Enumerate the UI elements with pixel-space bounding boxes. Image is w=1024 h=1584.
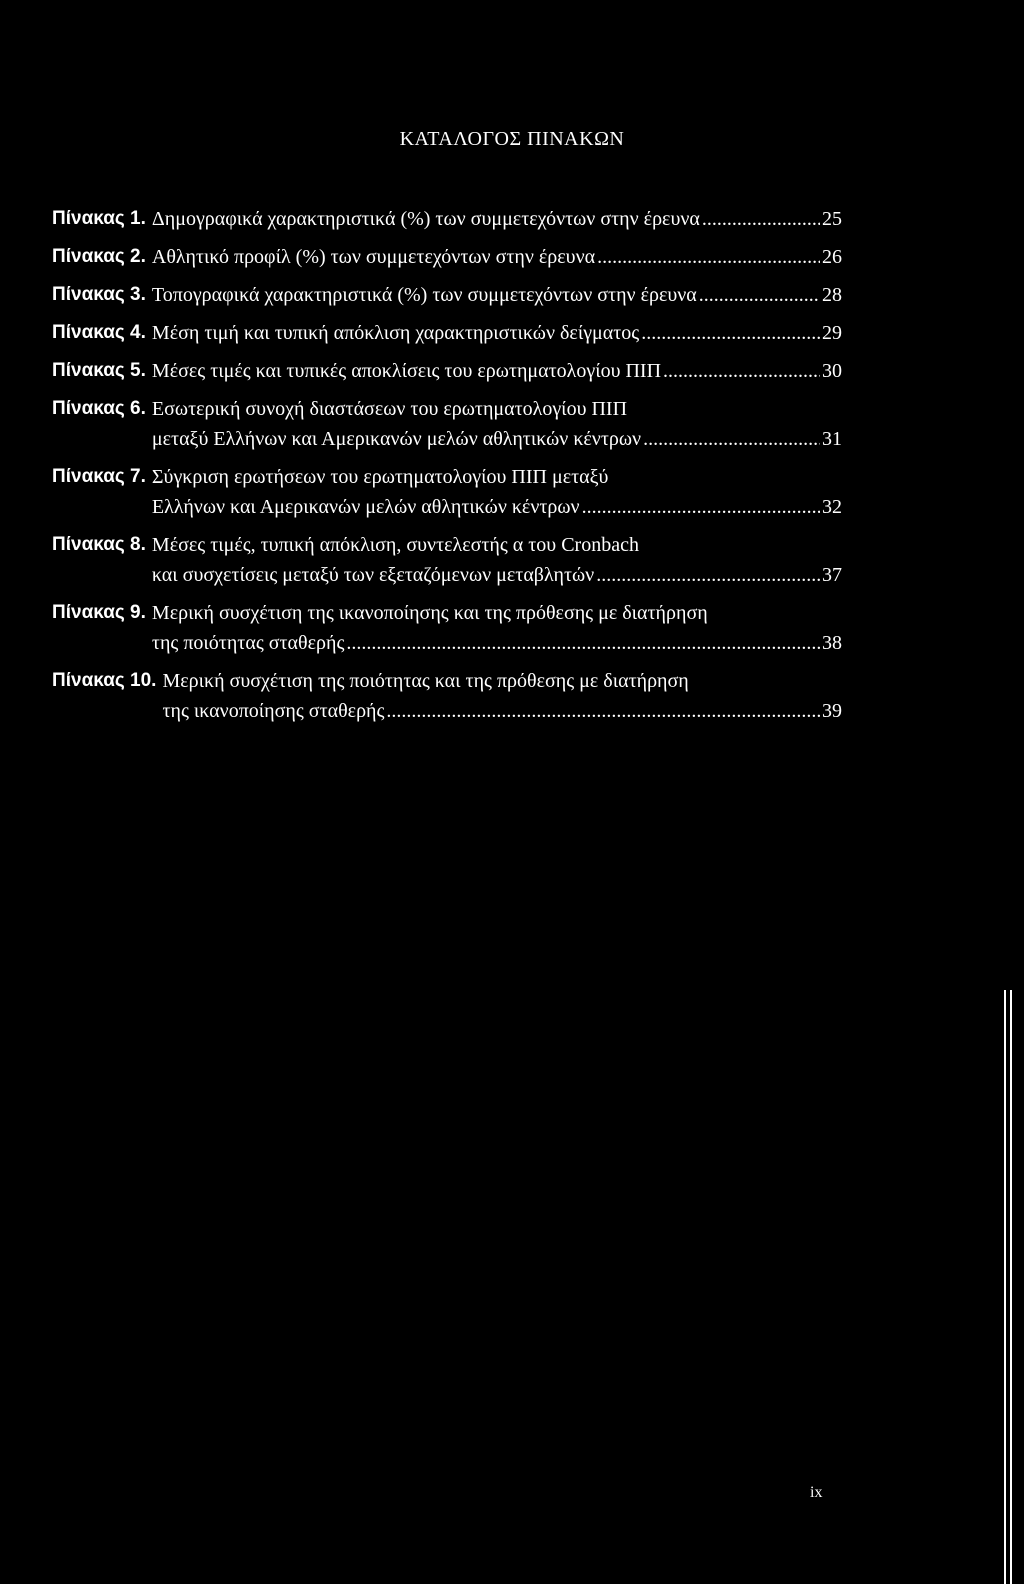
dot-leader [596, 560, 820, 590]
toc-entry-line [152, 242, 842, 272]
toc-entry-text: μεταξύ Ελλήνων και Αμερικανών μελών αθλητικών κέντρων [151, 428, 642, 450]
dot-leader [386, 696, 820, 726]
toc-entry-line [152, 204, 842, 234]
toc-entry-page: 32 [822, 496, 842, 518]
toc-entry-line [152, 280, 842, 310]
toc-entry-text: της ικανοποίησης σταθερής [162, 700, 385, 722]
page-number: ix [810, 1484, 823, 1501]
toc-entry-text: Αθλητικό προφίλ (%) των συμμετεχόντων στην έρευνα [151, 246, 596, 268]
toc-entry-body [152, 318, 842, 348]
toc-entry-label: Πίνακας 1. [52, 208, 146, 229]
toc-entry-body [152, 356, 842, 386]
dot-leader [346, 628, 820, 658]
dot-leader [582, 492, 820, 522]
toc-entry[interactable] [52, 666, 842, 726]
toc-entry-page: 39 [822, 700, 842, 722]
toc-entry-text: Μερική συσχέτιση της ποιότητας και της πρόθεσης με διατήρηση [162, 670, 689, 692]
toc-entry-page: 31 [822, 428, 842, 450]
toc-entry-text: Μέσες τιμές και τυπικές αποκλίσεις του ερωτηματολογίου ΠΙΠ [151, 360, 662, 382]
toc-entry-text: και συσχετίσεις μεταξύ των εξεταζόμενων μεταβλητών [151, 564, 595, 586]
toc-entry[interactable] [52, 242, 842, 272]
toc-entry-text: Μέσες τιμές, τυπική απόκλιση, συντελεστής α του Cronbach [151, 534, 639, 556]
page-title: ΚΑΤΑΛΟΓΟΣ ΠΙΝΑΚΩΝ [399, 128, 625, 150]
toc-entry-body [152, 530, 842, 590]
toc-entry-label: Πίνακας 2. [52, 246, 146, 267]
toc-entry-page: 38 [822, 632, 842, 654]
toc-entry[interactable] [52, 530, 842, 590]
toc-entry-line [152, 530, 842, 560]
toc-entry-line [152, 560, 842, 590]
toc-entry-body [152, 204, 842, 234]
toc-entry-line [152, 462, 842, 492]
toc-entry-text: Σύγκριση ερωτήσεων του ερωτηματολογίου ΠΙΠ μεταξύ [151, 466, 609, 488]
toc-entry-text: της ποιότητας σταθερής [151, 632, 345, 654]
toc-entry[interactable] [52, 462, 842, 522]
toc-entry-line [152, 424, 842, 454]
toc-entry-page: 29 [822, 322, 842, 344]
toc-entry-label: Πίνακας 6. [52, 398, 146, 419]
toc-entry-page: 28 [822, 284, 842, 306]
toc-entry[interactable] [52, 394, 842, 454]
toc-entry[interactable] [52, 598, 842, 658]
toc-entry-text: Εσωτερική συνοχή διαστάσεων του ερωτηματολογίου ΠΙΠ [151, 398, 628, 420]
toc-entry-body [152, 598, 842, 658]
toc-entry-text: Ελλήνων και Αμερικανών μελών αθλητικών κέντρων [151, 496, 580, 518]
toc-entry-page: 37 [822, 564, 842, 586]
toc-entry-text: Μέση τιμή και τυπική απόκλιση χαρακτηριστικών δείγματος [151, 322, 640, 344]
toc-entry-line [162, 696, 842, 726]
toc-entry-label: Πίνακας 10. [52, 670, 157, 691]
scan-edge-line [1010, 990, 1012, 1584]
toc-entry-label: Πίνακας 9. [52, 602, 146, 623]
toc-entry-text: Δημογραφικά χαρακτηριστικά (%) των συμμετεχόντων στην έρευνα [151, 208, 700, 230]
toc-entry-line [162, 666, 842, 696]
toc-entry-body [152, 394, 842, 454]
dot-leader [663, 356, 820, 386]
toc-entry[interactable] [52, 318, 842, 348]
table-of-contents [52, 204, 842, 734]
dot-leader [641, 318, 820, 348]
toc-entry-line [152, 492, 842, 522]
toc-entry-line [152, 356, 842, 386]
dot-leader [699, 280, 820, 310]
toc-entry-body [162, 666, 842, 726]
toc-entry-line [152, 628, 842, 658]
toc-entry-body [152, 242, 842, 272]
toc-entry[interactable] [52, 356, 842, 386]
toc-entry-label: Πίνακας 8. [52, 534, 146, 555]
toc-entry-page: 30 [822, 360, 842, 382]
dot-leader [702, 204, 820, 234]
dot-leader [643, 424, 820, 454]
toc-entry-body [152, 462, 842, 522]
toc-entry-label: Πίνακας 4. [52, 322, 146, 343]
dot-leader [597, 242, 820, 272]
toc-entry-label: Πίνακας 7. [52, 466, 146, 487]
toc-entry[interactable] [52, 280, 842, 310]
toc-entry-page: 25 [822, 208, 842, 230]
toc-entry-label: Πίνακας 3. [52, 284, 146, 305]
toc-entry[interactable] [52, 204, 842, 234]
scan-edge-line [1004, 990, 1006, 1584]
toc-entry-text: Τοπογραφικά χαρακτηριστικά (%) των συμμετεχόντων στην έρευνα [151, 284, 697, 306]
toc-entry-page: 26 [822, 246, 842, 268]
toc-entry-text: Μερική συσχέτιση της ικανοποίησης και της πρόθεσης με διατήρηση [151, 602, 708, 624]
toc-entry-label: Πίνακας 5. [52, 360, 146, 381]
toc-entry-line [152, 598, 842, 628]
toc-entry-line [152, 394, 842, 424]
toc-entry-line [152, 318, 842, 348]
toc-entry-body [152, 280, 842, 310]
